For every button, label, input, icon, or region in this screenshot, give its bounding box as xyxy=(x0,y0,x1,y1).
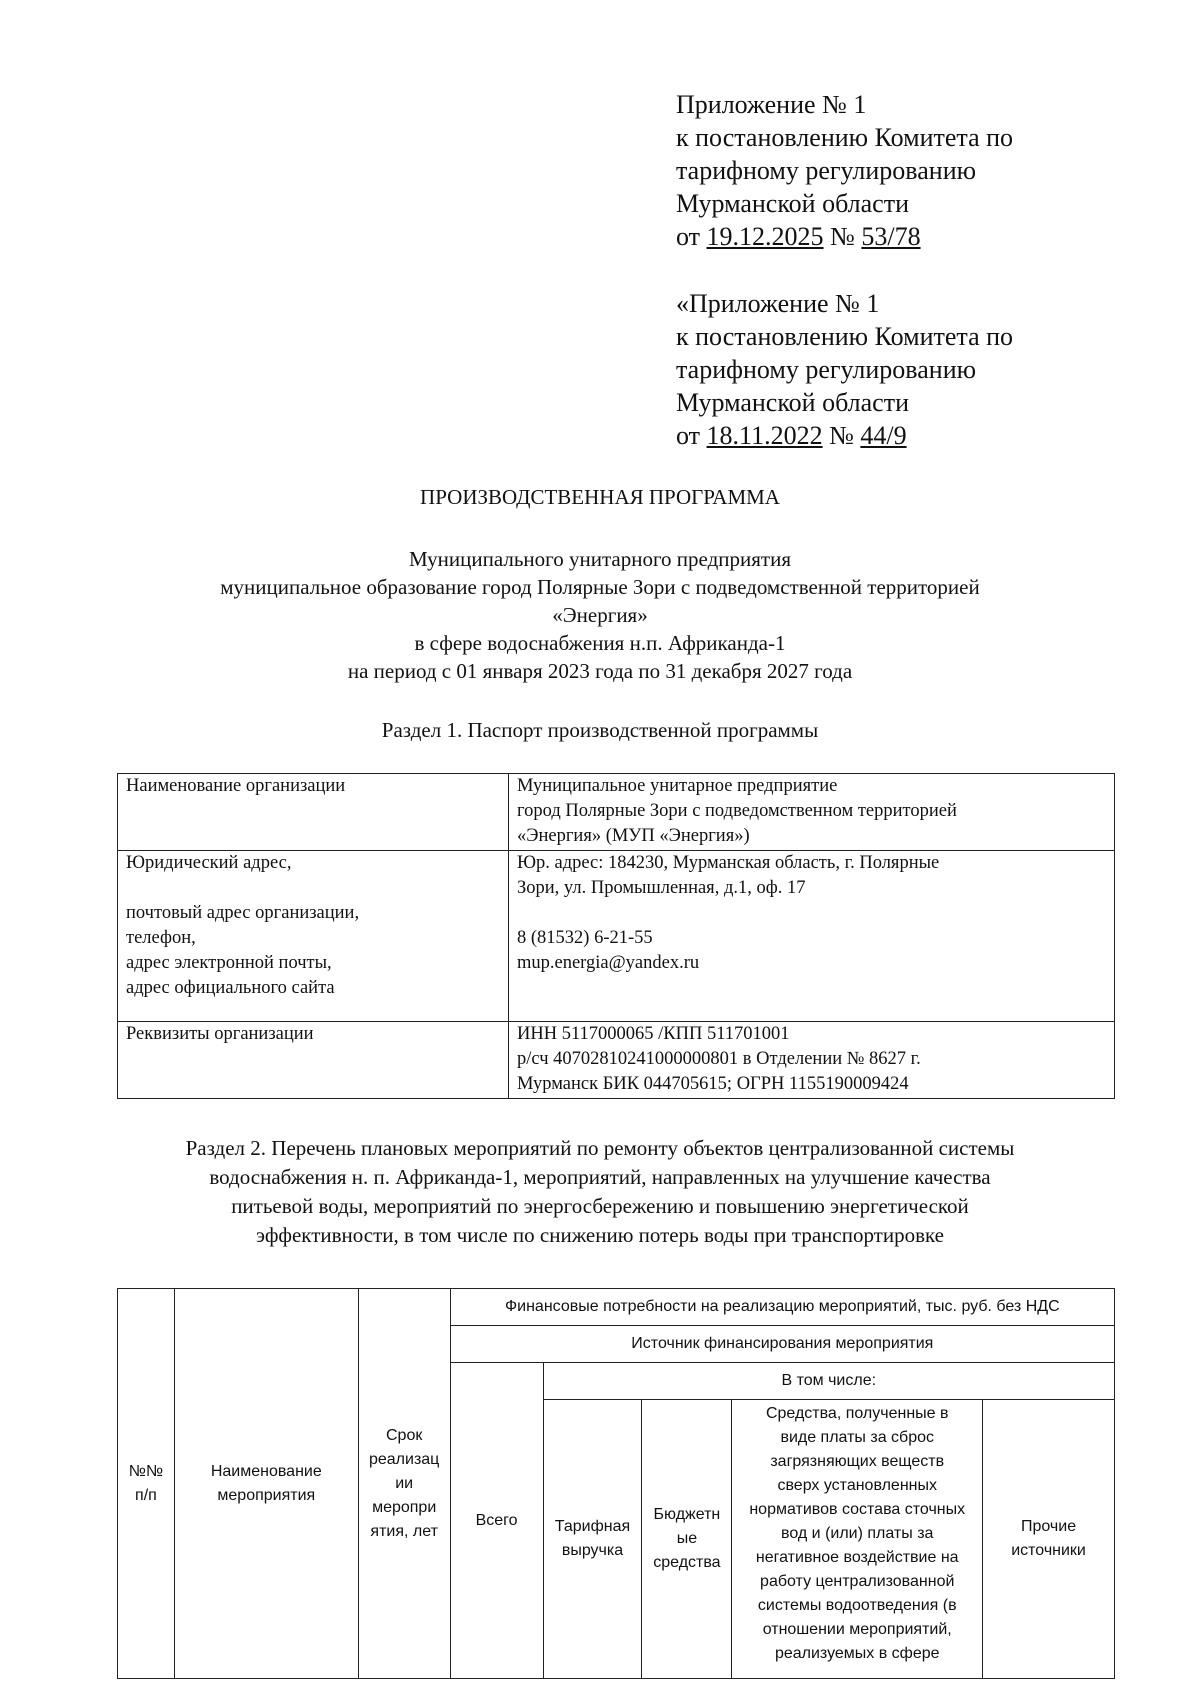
attachment-header-new xyxy=(676,88,1013,253)
header-other xyxy=(983,1400,1115,1679)
subtitle-line: на период с 01 января 2023 года по 31 декабря 2027 года xyxy=(347,659,853,683)
table-row xyxy=(118,851,1115,1022)
subtitle-line: «Энергия» xyxy=(552,603,648,627)
header-line: Срок xyxy=(385,1426,423,1444)
document-title xyxy=(0,483,1200,511)
label-line: телефон, xyxy=(126,928,196,948)
header-line: ятия, лет xyxy=(370,1522,438,1540)
attachment-line: тарифному регулированию xyxy=(676,355,977,384)
header-line: загрязняющих веществ xyxy=(770,1453,945,1470)
value-line: Мурманск БИК 044705615; ОГРН 1155190009424 xyxy=(517,1074,909,1094)
date-prefix: от xyxy=(676,421,707,450)
header-line: выручка xyxy=(561,1542,624,1559)
passport-label xyxy=(118,851,509,1022)
attachment-date-line xyxy=(676,419,1013,452)
header-line: виде платы за сброс xyxy=(780,1429,935,1446)
header-term xyxy=(358,1289,450,1679)
value-line: ИНН 5117000065 /КПП 511701001 xyxy=(517,1024,790,1044)
section-title-line: питьевой воды, мероприятий по энергосбережению и повышению энергетической xyxy=(231,1194,969,1218)
label-spacer xyxy=(126,876,500,901)
attachment-header-old xyxy=(676,287,1013,452)
header-line: отношении мероприятий, xyxy=(762,1621,952,1638)
label-line: Юридический адрес, xyxy=(126,853,292,873)
header-budget xyxy=(642,1400,732,1679)
header-num xyxy=(118,1289,175,1679)
passport-value xyxy=(509,851,1115,1022)
header-fees xyxy=(732,1400,983,1679)
header-line: ии xyxy=(395,1474,414,1492)
value-line: 8 (81532) 6-21-55 xyxy=(517,928,653,948)
section-title-text: Раздел 1. Паспорт производственной программы xyxy=(381,718,819,742)
number-sign: № xyxy=(823,222,862,251)
date-prefix: от xyxy=(676,222,707,251)
resolution-date: 19.12.2025 xyxy=(706,222,824,251)
header-line: сверх установленных xyxy=(777,1477,937,1494)
value-spacer xyxy=(517,901,1106,926)
header-line: №№ xyxy=(128,1462,164,1480)
header-line: Средства, полученные в xyxy=(765,1405,949,1422)
title-text: ПРОИЗВОДСТВЕННАЯ ПРОГРАММА xyxy=(420,485,780,509)
passport-value xyxy=(509,774,1115,851)
header-finance: Финансовые потребности на реализацию мероприятий, тыс. руб. без НДС xyxy=(450,1289,1114,1326)
attachment-line: тарифному регулированию xyxy=(676,156,977,185)
header-line: меропри xyxy=(372,1498,437,1516)
value-line: р/сч 40702810241000000801 в Отделении № 8627 г. xyxy=(517,1049,921,1069)
subtitle-line: муниципальное образование город Полярные Зори с подведомственной территорией xyxy=(220,575,980,599)
header-line: Бюджетн xyxy=(653,1506,721,1523)
header-including: В том числе: xyxy=(543,1363,1115,1400)
value-line: Зори, ул. Промышленная, д.1, оф. 17 xyxy=(517,878,806,898)
header-line: источники xyxy=(1011,1542,1086,1559)
label-line: адрес электронной почты, xyxy=(126,953,332,973)
subtitle-line: Муниципального унитарного предприятия xyxy=(409,547,791,571)
label-line: адрес официального сайта xyxy=(126,978,335,998)
table-row xyxy=(118,774,1115,851)
attachment-line: к постановлению Комитета по xyxy=(676,322,1014,351)
header-line: ые xyxy=(676,1530,698,1547)
resolution-number: 44/9 xyxy=(860,421,907,450)
header-source: Источник финансирования мероприятия xyxy=(450,1326,1114,1363)
subtitle-line: в сфере водоснабжения н.п. Африканда-1 xyxy=(414,631,786,655)
section1-title xyxy=(0,716,1200,744)
attachment-line: Мурманской области xyxy=(676,388,909,417)
value-line: Юр. адрес: 184230, Мурманская область, г. Полярные xyxy=(517,853,940,873)
section-title-line: водоснабжения н. п. Африканда-1, мероприятий, направленных на улучшение качества xyxy=(209,1165,991,1189)
label-line: почтовый адрес организации, xyxy=(126,903,360,923)
passport-value xyxy=(509,1022,1115,1099)
header-line: нормативов состава сточных xyxy=(749,1501,966,1518)
section-title-line: эффективности, в том числе по снижению потерь воды при транспортировке xyxy=(255,1223,945,1247)
header-line: средства xyxy=(653,1554,721,1571)
plan-table xyxy=(117,1288,1115,1679)
table-header-row xyxy=(118,1289,1115,1326)
value-line: mup.energia@yandex.ru xyxy=(517,953,700,973)
attachment-line: «Приложение № 1 xyxy=(676,289,880,318)
resolution-date: 18.11.2022 xyxy=(706,421,823,450)
header-line: вод и (или) платы за xyxy=(781,1525,934,1542)
header-line: работу централизованной xyxy=(760,1573,955,1590)
section-title-line: Раздел 2. Перечень плановых мероприятий по ремонту объектов централизованной системы xyxy=(185,1136,1015,1160)
document-subtitle xyxy=(0,545,1200,685)
attachment-line: к постановлению Комитета по xyxy=(676,123,1014,152)
attachment-line: Приложение № 1 xyxy=(676,90,867,119)
header-line: реализуемых в сфере xyxy=(774,1645,940,1662)
passport-table xyxy=(117,773,1115,1099)
header-line: реализац xyxy=(368,1450,440,1468)
section2-title xyxy=(0,1134,1200,1250)
value-line: Муниципальное унитарное предприятие xyxy=(517,776,838,796)
header-line: негативное воздействие на xyxy=(755,1549,959,1566)
number-sign: № xyxy=(822,421,861,450)
header-line: п/п xyxy=(135,1486,157,1504)
header-line: системы водоотведения (в xyxy=(757,1597,957,1614)
value-line: «Энергия» (МУП «Энергия») xyxy=(517,826,750,846)
passport-label: Наименование организации xyxy=(118,774,509,851)
attachment-line: Мурманской области xyxy=(676,189,909,218)
header-total: Всего xyxy=(450,1363,543,1679)
header-line: Наименование xyxy=(210,1462,322,1480)
passport-label: Реквизиты организации xyxy=(118,1022,509,1099)
header-tariff xyxy=(543,1400,642,1679)
header-line: Прочие xyxy=(1020,1518,1077,1535)
attachment-date-line xyxy=(676,220,1013,253)
resolution-number: 53/78 xyxy=(861,222,921,251)
header-line: Тарифная xyxy=(554,1518,631,1535)
header-name xyxy=(174,1289,358,1679)
table-row xyxy=(118,1022,1115,1099)
header-line: мероприятия xyxy=(217,1486,316,1504)
value-line: город Полярные Зори с подведомственном территорией xyxy=(517,801,957,821)
